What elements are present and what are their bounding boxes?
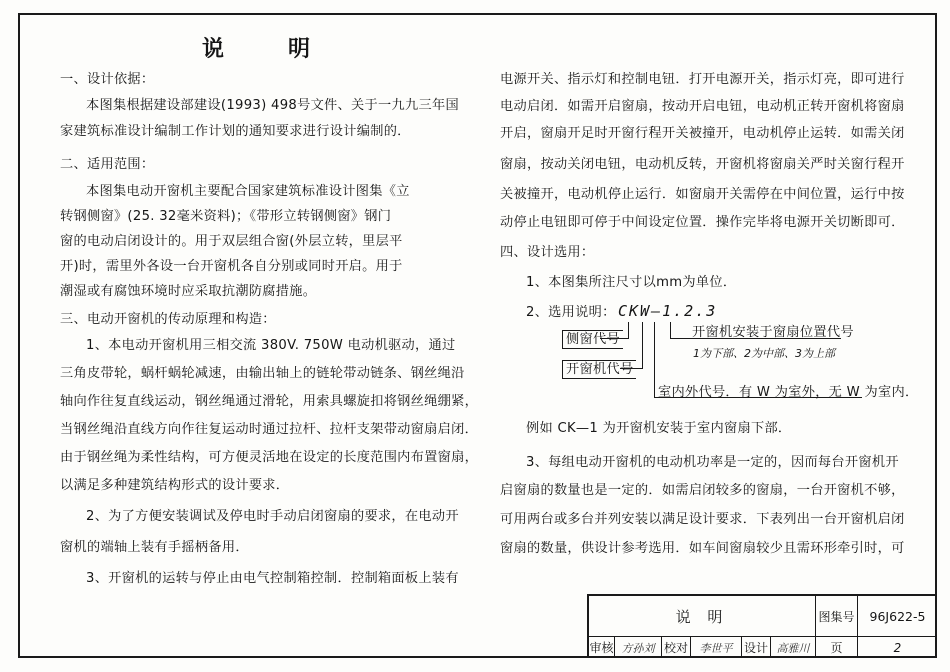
text-line: 3、每组电动开窗机的电动机功率是一定的，因而每台开窗机开 bbox=[526, 455, 899, 470]
text-line: 家建筑标准设计编制工作计划的通知要求进行设计编制的． bbox=[60, 124, 411, 139]
label-position-note: 1为下部、2为中部、3为上部 bbox=[693, 347, 835, 360]
page-number: 2 bbox=[893, 640, 902, 655]
text-line: 动停止电钮即可停于中间设定位置．操作完毕将电源开关切断即可． bbox=[500, 215, 905, 230]
text-line: 三角皮带轮，蜗杆蜗轮减速，由输出轴上的链轮带动链条、钢丝绳沿 bbox=[60, 366, 465, 381]
text-line: 电源开关、指示灯和控制电钮．打开电源开关，指示灯亮，即可进行 bbox=[500, 72, 905, 87]
text-line: 启窗扇的数量也是一定的．如需启闭较多的窗扇，一台开窗机不够， bbox=[500, 483, 905, 498]
model-code: CKW—1.2.3 bbox=[618, 302, 718, 320]
text-line: 窗的电动启闭设计的。用于双层组合窗(外层立转，里层平 bbox=[60, 234, 403, 249]
check-signature: 李世平 bbox=[699, 641, 733, 655]
text-line: 电动启闭．如需开启窗扇，按动开启电钮，电动机正转开窗机将窗扇 bbox=[500, 99, 905, 114]
text-line: 以满足多种建筑结构形式的设计要求． bbox=[60, 478, 290, 493]
page-title-right: 明 bbox=[288, 37, 313, 62]
design-label: 设计 bbox=[743, 641, 768, 655]
text-line: 开)时，需里外各设一台开窗机各自分别或同时开启。用于 bbox=[60, 259, 403, 274]
text-line: 1、本电动开窗机用三相交流 380V. 750W 电动机驱动，通过 bbox=[86, 338, 456, 353]
section-4-heading: 四、设计选用： bbox=[500, 245, 595, 260]
text-line: 窗扇，按动关闭电钮，电动机反转，开窗机将窗扇关严时关窗行程开 bbox=[500, 157, 905, 172]
text-line: 3、开窗机的运转与停止由电气控制箱控制．控制箱面板上装有 bbox=[86, 571, 459, 586]
connector-line bbox=[654, 322, 655, 398]
selection-heading: 2、选用说明： bbox=[526, 305, 616, 320]
section-1-heading: 一、设计依据： bbox=[60, 72, 155, 87]
review-label: 审核 bbox=[589, 641, 614, 655]
text-line: 由于钢丝绳为柔性结构，可方便灵活地在设定的长度范围内布置窗扇， bbox=[60, 450, 479, 465]
text-line: 潮湿或有腐蚀环境时应采取抗潮防腐措施。 bbox=[60, 284, 317, 299]
example-line: 例如 CK—1 为开窗机安装于室内窗扇下部． bbox=[526, 421, 792, 436]
label-side-window-code: 侧窗代号 bbox=[562, 330, 623, 349]
text-line: 关被撞开，电动机停止运行．如窗扇开关需停在中间位置，运行中按 bbox=[500, 187, 905, 202]
text-line: 当钢丝绳沿直线方向作往复运动时通过拉杆、拉杆支架带动窗扇启闭． bbox=[60, 422, 479, 437]
text-line: 本图集电动开窗机主要配合国家建筑标准设计图集《立 bbox=[86, 184, 410, 199]
section-2-heading: 二、适用范围： bbox=[60, 157, 155, 172]
text-line: 转钢侧窗》(25. 32毫米资料)；《带形立转钢侧窗》钢门 bbox=[60, 209, 392, 224]
review-signature: 方孙刘 bbox=[621, 641, 655, 655]
connector-line bbox=[642, 322, 643, 368]
text-line: 可用两台或多台并列安装以满足设计要求．下表列出一台开窗机启闭 bbox=[500, 512, 905, 527]
label-machine-code: 开窗机代号 bbox=[562, 360, 636, 379]
text-line: 2、为了方便安装调试及停电时手动启闭窗扇的要求，在电动开 bbox=[86, 509, 459, 524]
connector-line bbox=[670, 322, 671, 338]
text-line: 本图集根据建设部建设(1993) 498号文件、关于一九九三年国 bbox=[86, 98, 459, 113]
page-title-left: 说 bbox=[202, 37, 227, 62]
connector-line bbox=[628, 322, 629, 338]
atlas-number: 96J622-5 bbox=[869, 608, 926, 624]
text-line: 窗机的端轴上装有手摇柄备用． bbox=[60, 540, 249, 555]
text-line: 轴向作往复直线运动，钢丝绳通过滑轮，用索具螺旋扣将钢丝绳绷紧， bbox=[60, 394, 479, 409]
label-position-code: 开窗机安装于窗扇位置代号 bbox=[692, 325, 854, 340]
design-signature: 高雅川 bbox=[776, 641, 810, 655]
title-block-name: 说 明 bbox=[675, 607, 729, 626]
text-line: 1、本图集所注尺寸以mm为单位． bbox=[526, 275, 737, 290]
check-label: 校对 bbox=[663, 641, 688, 655]
section-3-heading: 三、电动开窗机的传动原理和构造： bbox=[60, 312, 276, 327]
page-label: 页 bbox=[830, 641, 843, 655]
label-indoor-outdoor-code: 室内外代号．有 W 为室外，无 W 为室内． bbox=[658, 385, 919, 400]
atlas-number-label: 图集号 bbox=[818, 609, 855, 624]
text-line: 窗扇的数量，供设计参考选用．如车间窗扇较少且需环形牵引时，可 bbox=[500, 541, 905, 556]
text-line: 开启，窗扇开足时开窗行程开关被撞开，电动机停止运转．如需关闭 bbox=[500, 126, 905, 141]
connector-line bbox=[670, 338, 688, 339]
